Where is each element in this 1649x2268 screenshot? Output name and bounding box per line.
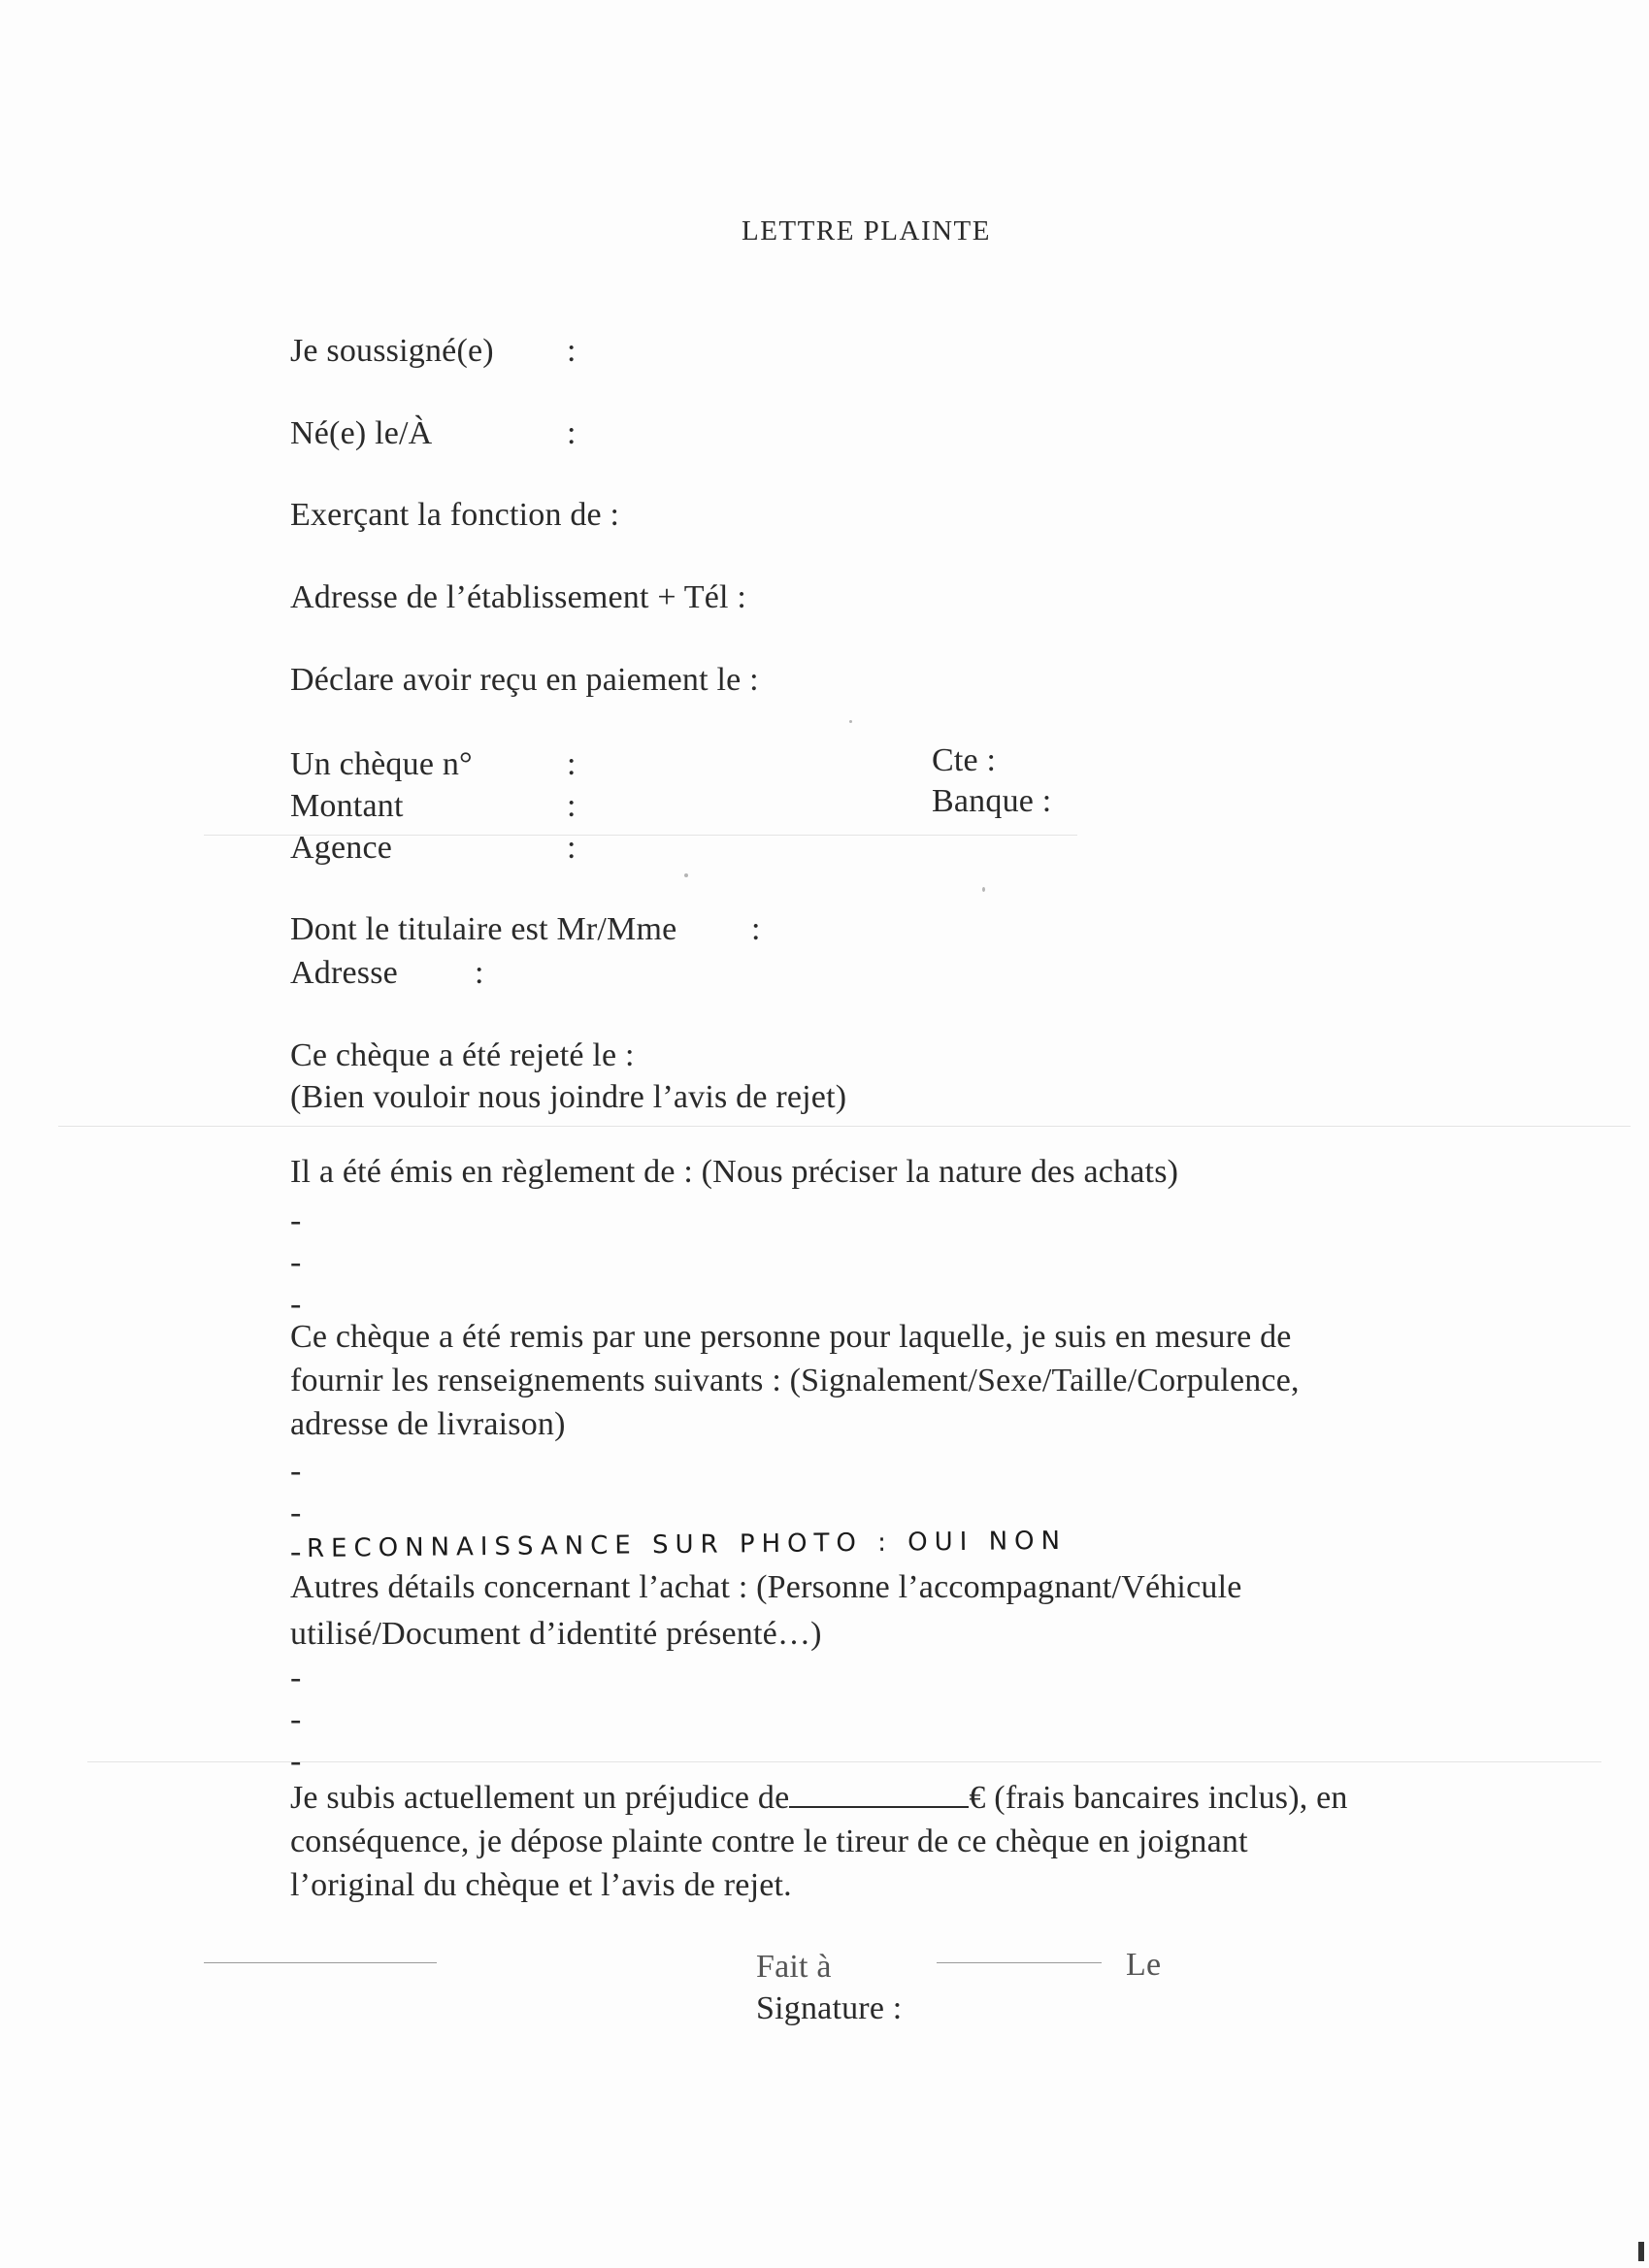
titulaire-label: Dont le titulaire est Mr/Mme <box>290 911 677 947</box>
agence-label: Agence <box>290 830 393 866</box>
scan-speck <box>849 720 852 723</box>
autres-dash: - <box>290 1743 302 1779</box>
ne-label: Né(e) le/À <box>290 415 433 451</box>
autres-line-1: Autres détails concernant l’achat : (Personne l’accompagnant/Véhicule <box>290 1569 1242 1605</box>
titulaire-colon: : <box>751 911 761 947</box>
reglement-line-1: Il a été émis en règlement de : (Nous préciser la nature des achats) <box>290 1154 1179 1190</box>
scan-artifact-line <box>204 1962 437 1963</box>
le-label: Le <box>1126 1947 1162 1983</box>
soussigne-colon: : <box>567 333 577 369</box>
scan-speck <box>684 873 688 877</box>
montant-label: Montant <box>290 788 404 824</box>
cte-label: Cte : <box>932 742 997 778</box>
remis-handwritten-dash: - <box>290 1533 302 1569</box>
remis-line-2: fournir les renseignements suivants : (Signalement/Sexe/Taille/Corpulence, <box>290 1363 1300 1398</box>
amount-blank[interactable] <box>789 1777 969 1808</box>
rejet-line-2: (Bien vouloir nous joindre l’avis de rejet) <box>290 1079 847 1115</box>
cheque-number-label: Un chèque n° <box>290 746 473 782</box>
rejet-line-1: Ce chèque a été rejeté le : <box>290 1037 635 1073</box>
prejudice-before: Je subis actuellement un préjudice de <box>290 1780 790 1816</box>
scan-artifact-line <box>937 1962 1102 1963</box>
ne-colon: : <box>567 415 577 451</box>
adresse-colon: : <box>475 955 484 991</box>
adresse-etablissement-label: Adresse de l’établissement + Tél : <box>290 579 747 615</box>
signature-label: Signature : <box>756 1990 903 2026</box>
autres-dash: - <box>290 1701 302 1737</box>
autres-line-2: utilisé/Document d’identité présenté…) <box>290 1616 822 1652</box>
soussigne-label: Je soussigné(e) <box>290 333 494 369</box>
prejudice-after: € (frais bancaires inclus), en <box>969 1780 1348 1816</box>
remis-line-3: adresse de livraison) <box>290 1406 566 1442</box>
fait-a-label: Fait à <box>756 1949 832 1985</box>
document-title: LETTRE PLAINTE <box>742 215 991 247</box>
declare-label: Déclare avoir reçu en paiement le : <box>290 662 759 698</box>
prejudice-line-2: conséquence, je dépose plainte contre le tireur de ce chèque en joignant <box>290 1824 1248 1859</box>
prejudice-line-1 <box>290 1777 1348 1820</box>
banque-label: Banque : <box>932 783 1052 819</box>
adresse-label: Adresse <box>290 955 398 991</box>
scan-artifact-line <box>58 1126 1631 1127</box>
fonction-label: Exerçant la fonction de : <box>290 497 620 533</box>
handwritten-note: RECONNAISSANCE SUR PHOTO : OUI NON <box>306 1526 1068 1563</box>
prejudice-line-3: l’original du chèque et l’avis de rejet. <box>290 1867 792 1903</box>
remis-dash: - <box>290 1495 302 1530</box>
montant-colon: : <box>567 788 577 824</box>
reglement-dash: - <box>290 1244 302 1280</box>
agence-colon: : <box>567 830 577 866</box>
scan-speck <box>1638 2242 1644 2261</box>
scan-artifact-line <box>87 1761 1601 1762</box>
remis-line-1: Ce chèque a été remis par une personne pour laquelle, je suis en mesure de <box>290 1319 1292 1355</box>
reglement-dash: - <box>290 1202 302 1238</box>
scan-speck <box>982 887 985 892</box>
cheque-number-colon: : <box>567 746 577 782</box>
remis-dash: - <box>290 1453 302 1489</box>
autres-dash: - <box>290 1660 302 1695</box>
reglement-dash: - <box>290 1286 302 1322</box>
